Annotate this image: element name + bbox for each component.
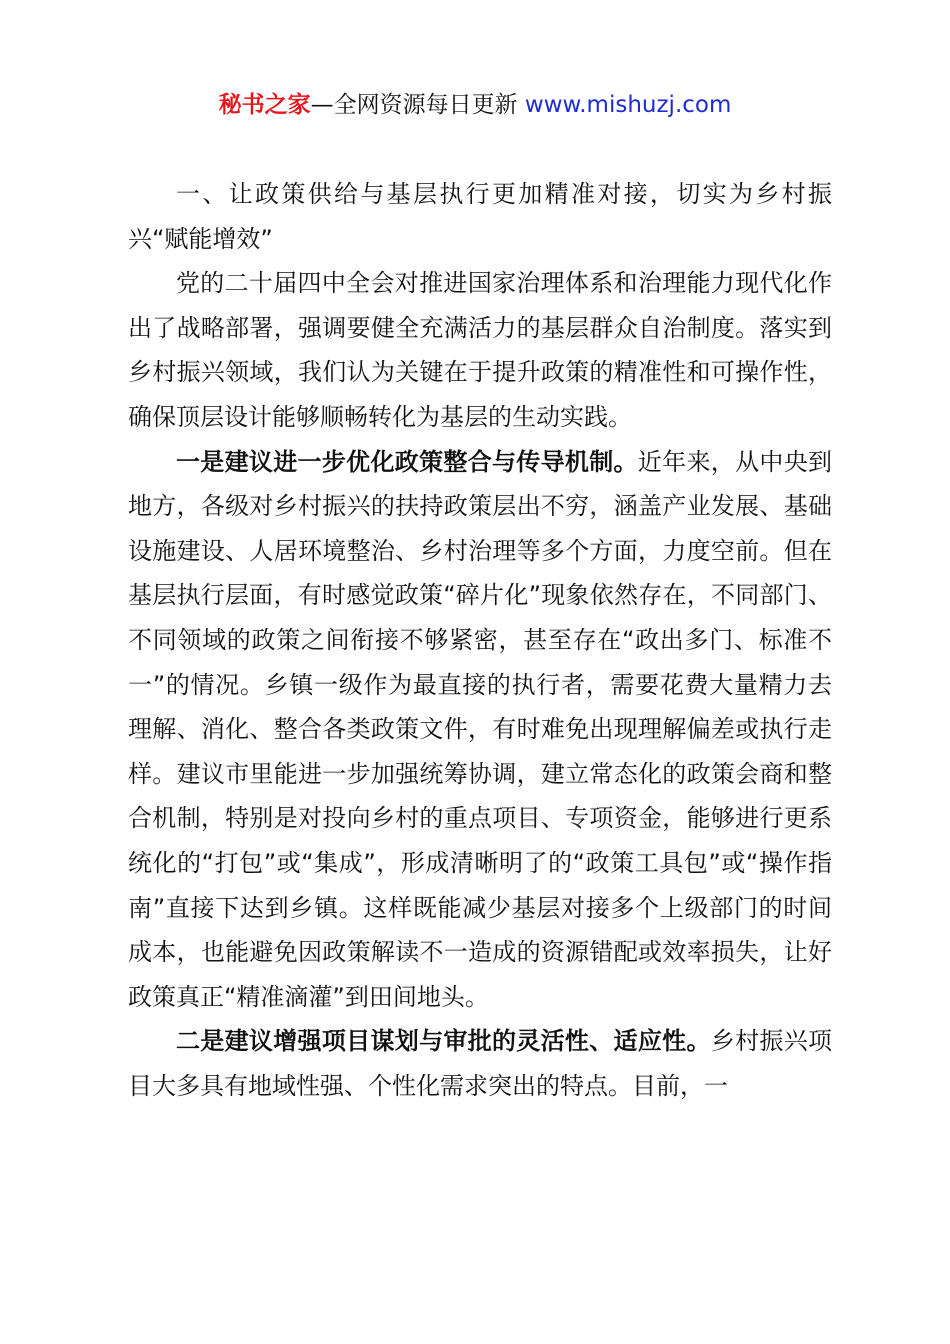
site-url-link[interactable]: www.mishuzj.com (524, 92, 732, 118)
point-two-text: 乡村振兴项目大多具有地域性强、个性化需求突出的特点。目前，一 (128, 1027, 833, 1100)
point-two-lead: 二是建议增强项目谋划与审批的灵活性、适应性。 (176, 1027, 711, 1056)
point-one-lead: 一是建议进一步优化政策整合与传导机制。 (176, 447, 638, 476)
document-body (128, 172, 832, 1108)
page-header (0, 88, 950, 122)
intro-paragraph: 党的二十届四中全会对推进国家治理体系和治理能力现代化作出了战略部署，强调要健全充满活力的基层群众自治制度。落实到乡村振兴领域，我们认为关键在于提升政策的精准性和可操作性，确保顶层设计能够顺畅转化为基层的生动实践。 (128, 269, 832, 431)
brand-name: 秘书之家 (218, 92, 311, 118)
section-heading: 一、让政策供给与基层执行更加精准对接，切实为乡村振兴“赋能增效” (128, 180, 832, 253)
point-one-paragraph (128, 440, 832, 1020)
header-tagline: —全网资源每日更新 (310, 92, 525, 118)
point-one-text: 近年来，从中央到地方，各级对乡村振兴的扶持政策层出不穷，涵盖产业发展、基础设施建设、人居环境整治、乡村治理等多个方面，力度空前。但在基层执行层面，有时感觉政策“碎片化”现象依然存在，不同部门、不同领域的政策之间衔接不够紧密，甚至存在“政出多门、标准不一”的情况。乡镇一级作为最直接的执行者，需要花费大量精力去理解、消化、整合各类政策文件，有时难免出现理解偏差或执行走样。建议市里能进一步加强统筹协调，建立常态化的政策会商和整合机制，特别是对投向乡村的重点项目、专项资金，能够进行更系统化的“打包”或“集成”，形成清晰明了的“政策工具包”或“操作指南”直接下达到乡镇。这样既能减少基层对接多个上级部门的时间成本，也能避免因政策解读不一造成的资源错配或效率损失，让好政策真正“精准滴灌”到田间地头。 (128, 447, 833, 1011)
point-two-paragraph (128, 1019, 832, 1108)
